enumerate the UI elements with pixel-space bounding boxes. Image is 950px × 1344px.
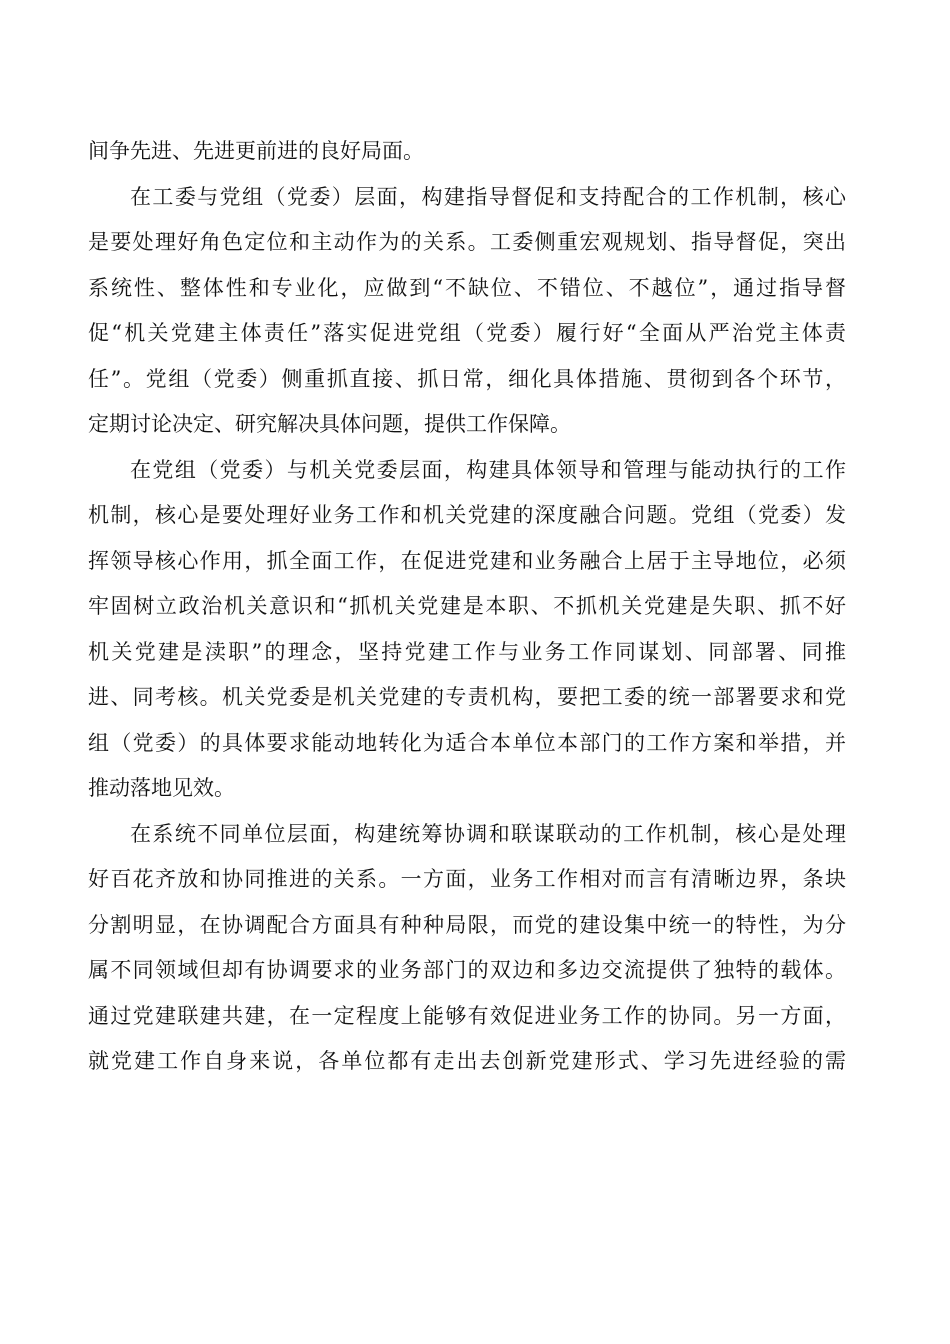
text-line: 牢固树立政治机关意识和“抓机关党建是本职、不抓机关党建是失职、抓不好 <box>88 594 846 618</box>
text-line: 机制，核心是要处理好业务工作和机关党建的深度融合问题。党组（党委）发 <box>88 503 846 527</box>
text-line: 是要处理好角色定位和主动作为的关系。工委侧重宏观规划、指导督促，突出 <box>88 230 846 254</box>
text-line: 组（党委）的具体要求能动地转化为适合本单位本部门的工作方案和举措，并 <box>88 730 846 755</box>
text-line: 属不同领域但却有协调要求的业务部门的双边和多边交流提供了独特的载体。 <box>88 958 846 982</box>
text-line: 定期讨论决定、研究解决具体问题，提供工作保障。 <box>88 412 571 436</box>
text-line: 任”。党组（党委）侧重抓直接、抓日常，细化具体措施、贯彻到各个环节， <box>88 366 846 391</box>
text-line: 机关党建是渎职”的理念，坚持党建工作与业务工作同谋划、同部署、同推 <box>88 639 846 664</box>
text-line: 系统性、整体性和专业化，应做到“不缺位、不错位、不越位”，通过指导督 <box>88 275 846 300</box>
text-line: 间争先进、先进更前进的良好局面。 <box>88 139 424 163</box>
text-line: 分割明显，在协调配合方面具有种种局限，而党的建设集中统一的特性，为分 <box>88 912 846 937</box>
text-line: 在工委与党组（党委）层面，构建指导督促和支持配合的工作机制，核心 <box>130 184 846 209</box>
text-line: 促“机关党建主体责任”落实促进党组（党委）履行好“全面从严治党主体责 <box>88 321 846 345</box>
text-line: 通过党建联建共建，在一定程度上能够有效促进业务工作的协同。另一方面， <box>88 1003 846 1028</box>
text-line: 就党建工作自身来说，各单位都有走出去创新党建形式、学习先进经验的需 <box>88 1049 846 1073</box>
text-line: 挥领导核心作用，抓全面工作，在促进党建和业务融合上居于主导地位，必须 <box>88 548 846 573</box>
text-line: 进、同考核。机关党委是机关党建的专责机构，要把工委的统一部署要求和党 <box>88 685 846 709</box>
text-line: 在党组（党委）与机关党委层面，构建具体领导和管理与能动执行的工作 <box>130 457 846 482</box>
text-line: 好百花齐放和协同推进的关系。一方面，业务工作相对而言有清晰边界，条块 <box>88 867 846 891</box>
document-body <box>88 129 846 1085</box>
text-line: 在系统不同单位层面，构建统筹协调和联谋联动的工作机制，核心是处理 <box>130 821 846 846</box>
text-line: 推动落地见效。 <box>88 776 235 800</box>
